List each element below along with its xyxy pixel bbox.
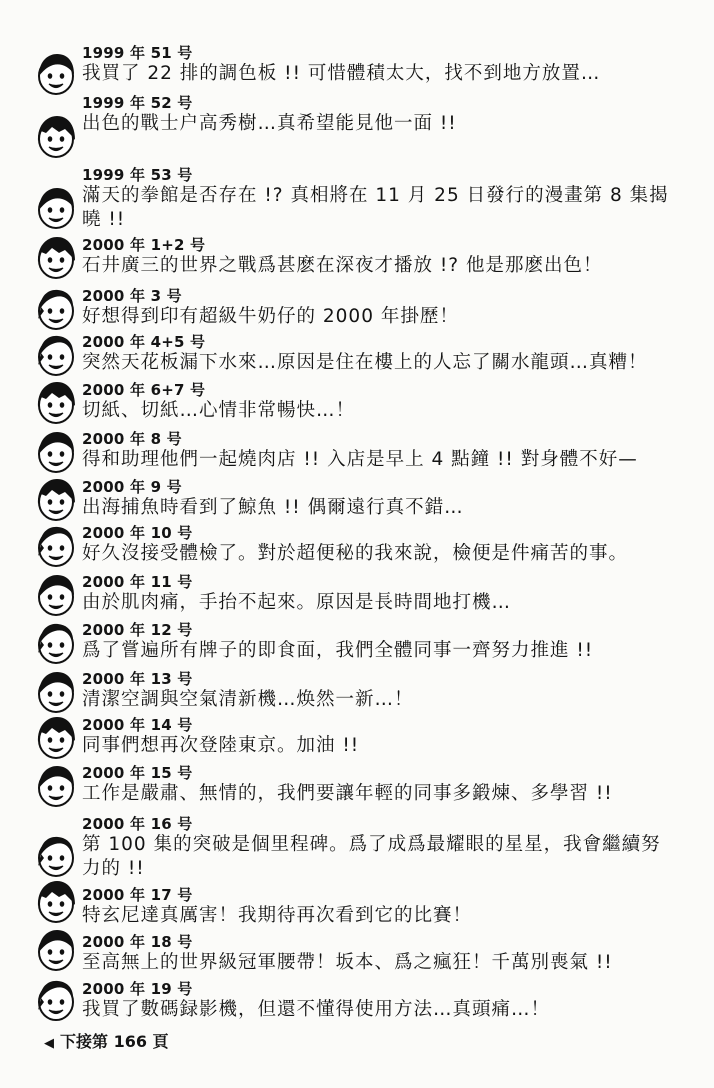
author-portrait-icon: [35, 186, 77, 230]
issue-number: 2000 年 16 号: [82, 815, 193, 833]
issue-number: 2000 年 14 号: [82, 716, 193, 734]
author-comment: 同事們想再次登陸東京。加油 !!: [82, 735, 360, 756]
issue-number: 1999 年 51 号: [82, 44, 193, 62]
author-portrait-icon: [35, 478, 77, 522]
author-portrait-icon: [35, 333, 77, 377]
author-comment: 特玄尼達真厲害！我期待再次看到它的比賽！: [82, 905, 473, 926]
issue-number: 1999 年 52 号: [82, 94, 193, 112]
author-portrait-icon: [35, 834, 77, 878]
author-comment: 出海捕魚時看到了鯨魚 !! 偶爾遠行真不錯…: [82, 497, 464, 518]
author-comment: 第 100 集的突破是個里程碑。爲了成爲最耀眼的星星，我會繼續努力的 !!: [82, 834, 661, 879]
author-comment: 好想得到印有超級牛奶仔的 2000 年掛歷！: [82, 306, 459, 327]
issue-number: 2000 年 8 号: [82, 430, 182, 448]
author-portrait-icon: [35, 52, 77, 96]
author-portrait-icon: [35, 880, 77, 924]
author-portrait-icon: [35, 524, 77, 568]
author-comment: 我買了 22 排的調色板 !! 可惜體積太大，找不到地方放置…: [82, 63, 601, 84]
author-portrait-icon: [35, 236, 77, 280]
continued-text: 下接第 166 頁: [60, 1032, 169, 1051]
continued-note: [44, 1029, 169, 1052]
author-comment: 好久沒接受體檢了。對於超便秘的我來說，檢便是件痛苦的事。: [82, 543, 629, 564]
author-comment: 突然天花板漏下水來…原因是住在樓上的人忘了關水龍頭…真糟！: [82, 352, 648, 373]
issue-number: 2000 年 10 号: [82, 524, 193, 542]
author-portrait-icon: [35, 670, 77, 714]
issue-number: 2000 年 12 号: [82, 621, 193, 639]
issue-number: 2000 年 4+5 号: [82, 333, 206, 351]
issue-number: 2000 年 9 号: [82, 478, 182, 496]
issue-number: 2000 年 1+2 号: [82, 236, 206, 254]
author-comment: 由於肌肉痛，手抬不起來。原因是長時間地打機…: [82, 592, 512, 613]
issue-number: 2000 年 17 号: [82, 886, 193, 904]
author-comment: 工作是嚴肅、無情的，我們要讓年輕的同事多鍛煉、多學習 !!: [82, 783, 613, 804]
author-comment: 我買了數碼録影機，但還不懂得使用方法…真頭痛…！: [82, 999, 551, 1020]
author-comment: 爲了嘗遍所有牌子的即食面，我們全體同事一齊努力推進 !!: [82, 640, 594, 661]
author-portrait-icon: [35, 115, 77, 159]
author-portrait-icon: [35, 573, 77, 617]
issue-number: 2000 年 15 号: [82, 764, 193, 782]
issue-number: 2000 年 13 号: [82, 670, 193, 688]
author-comment: 石井廣三的世界之戰爲甚麽在深夜才播放 !? 他是那麽出色！: [82, 255, 603, 276]
author-portrait-icon: [35, 764, 77, 808]
author-portrait-icon: [35, 621, 77, 665]
author-comment: 清潔空調與空氣清新機…焕然一新…！: [82, 689, 414, 710]
author-comment: 至高無上的世界級冠軍腰帶！坂本、爲之瘋狂！千萬別喪氣 !!: [82, 952, 613, 973]
author-portrait-icon: [35, 287, 77, 331]
author-comment: 得和助理他們一起燒肉店 !! 入店是早上 4 點鐘 !! 對身體不好—: [82, 449, 638, 470]
author-portrait-icon: [35, 928, 77, 972]
author-portrait-icon: [35, 430, 77, 474]
left-triangle-icon: ◀: [44, 1036, 54, 1051]
author-portrait-icon: [35, 381, 77, 425]
issue-number: 2000 年 19 号: [82, 980, 193, 998]
author-comment: 切紙、切紙…心情非常暢快…！: [82, 400, 356, 421]
author-portrait-icon: [35, 978, 77, 1022]
issue-number: 2000 年 3 号: [82, 287, 182, 305]
author-comment: 滿天的拳館是否存在 !? 真相將在 11 月 25 日發行的漫畫第 8 集揭曉 !!: [82, 185, 669, 230]
issue-number: 2000 年 18 号: [82, 933, 193, 951]
issue-number: 1999 年 53 号: [82, 166, 193, 184]
author-portrait-icon: [35, 716, 77, 760]
issue-number: 2000 年 6+7 号: [82, 381, 206, 399]
issue-number: 2000 年 11 号: [82, 573, 193, 591]
author-comment: 出色的戰士户高秀樹…真希望能見他一面 !!: [82, 113, 457, 134]
